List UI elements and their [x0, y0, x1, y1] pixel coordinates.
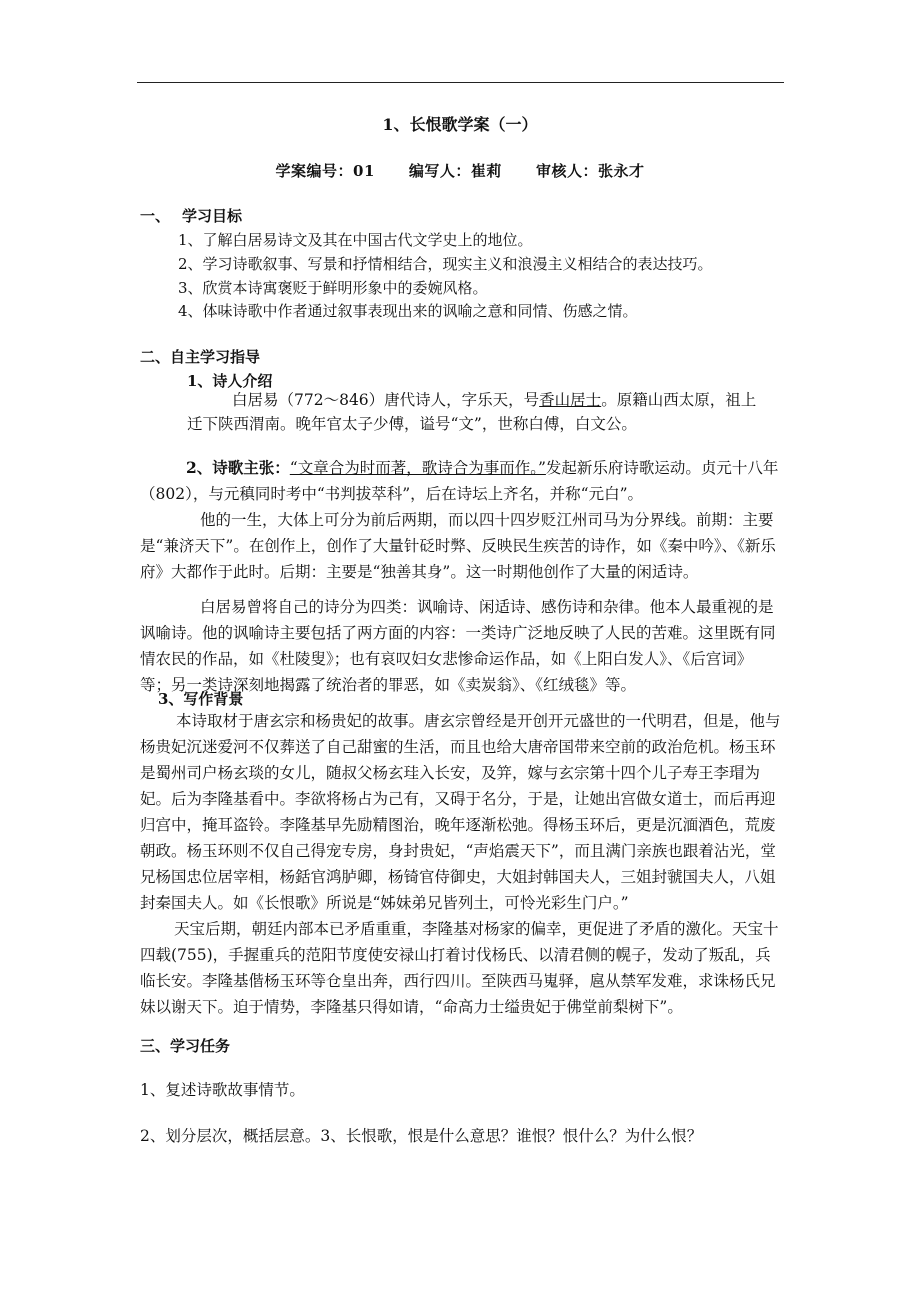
- background-paragraph-2: 天宝后期，朝廷内部本已矛盾重重，李隆基对杨家的偏幸，更促进了矛盾的激化。天宝十四载(755)，手握重兵的范阳节度使安禄山打着讨伐杨氏、以清君侧的幌子，发动了叛乱，兵临长安。李隆基偕杨玉环等仓皇出奔，西行四川。至陕西马嵬驿，扈从禁军发难，求诛杨氏兄妹以谢天下。迫于情势，李隆基只得如请，“命高力士缢贵妃于佛堂前梨树下”。: [140, 920, 779, 1016]
- reviewer-label: 审核人：: [535, 162, 598, 180]
- objective-item: 3、欣赏本诗寓褒贬于鲜明形象中的委婉风格。: [178, 279, 488, 297]
- doc-meta: [0, 160, 920, 181]
- background-paragraph-1: 本诗取材于唐玄宗和杨贵妃的故事。唐玄宗曾经是开创开元盛世的一代明君，但是，他与杨贵妃沉迷爱河不仅葬送了自己甜蜜的生活，而且也给大唐帝国带来空前的政治危机。杨玉环是蜀州司户杨玄琰的女儿，随叔父杨玄珪入长安，及笄，嫁与玄宗第十四个儿子寿王李瑁为妃。后为李隆基看中。李欲将杨占为己有，又碍于名分，于是，让她出宫做女道士，而后再迎归宫中，掩耳盗铃。李隆基早先励精图治，晚年逐渐松弛。得杨玉环后，更是沉湎酒色，荒废朝政。杨玉环则不仅自己得宠专房，身封贵妃，“声焰震天下”，而且满门亲族也跟着沾光，堂兄杨国忠位居宰相，杨銛官鸿胪卿，杨锜官侍御史，大姐封韩国夫人，三姐封虢国夫人，八姐封秦国夫人。如《长恨歌》所说是“姊妹弟兄皆列土，可怜光彩生门户。”: [140, 712, 781, 912]
- poet-intro-a: 白居易（772～846）唐代诗人，字乐天，号: [232, 391, 540, 409]
- number-label: 学案编号：: [275, 162, 354, 180]
- task-1: 1、复述诗歌故事情节。: [140, 1081, 305, 1099]
- section2-heading: 二、自主学习指导: [140, 348, 261, 366]
- claim-label: 2、诗歌主张：: [186, 458, 290, 477]
- objective-item: 4、体味诗歌中作者通过叙事表现出来的讽喻之意和同情、伤感之情。: [178, 302, 638, 320]
- background-block: [140, 708, 783, 1020]
- background-heading: 3、写作背景: [158, 690, 244, 708]
- poet-heading: 1、诗人介绍: [187, 372, 273, 390]
- task-2: 2、划分层次，概括层意。3、长恨歌，恨是什么意思？谁恨？恨什么？为什么恨？: [140, 1127, 703, 1145]
- page-title: 1、长恨歌学案（一）: [382, 115, 538, 134]
- claim-paragraph: [140, 455, 783, 507]
- objective-item: 1、了解白居易诗文及其在中国古代文学史上的地位。: [178, 231, 533, 249]
- section3-heading: 三、学习任务: [140, 1037, 231, 1055]
- claim-quote: “文章合为时而著，歌诗合为事而作。”: [289, 459, 546, 477]
- claim-block: [140, 455, 783, 698]
- number-value: 01: [353, 162, 375, 180]
- reviewer-value: 张永才: [597, 162, 645, 180]
- author-value: 崔莉: [470, 162, 502, 180]
- author-label: 编写人：: [408, 162, 471, 180]
- poet-line-2: 迁下陕西渭南。晚年官太子少傅，谥号“文”，世称白傅，白文公。: [187, 415, 637, 433]
- claim-rest: 发起新乐府诗歌运动。贞元十八年（802），与元稹同时考中“书判拔萃科”，后在诗坛上齐名，并称“元白”。: [140, 459, 779, 503]
- career-paragraph: 他的一生，大体上可分为前后两期，而以四十四岁贬江州司马为分界线。前期：主要是“兼济天下”。在创作上，创作了大量针砭时弊、反映民生疾苦的诗作，如《秦中吟》、《新乐府》大都作于此时。后期：主要是“独善其身”。这一时期他创作了大量的闲适诗。: [140, 511, 776, 581]
- section1-heading: 学习目标: [182, 207, 243, 225]
- header-rule: [137, 82, 784, 83]
- section1-heading-number: 一、: [140, 207, 171, 225]
- poet-line-1: [232, 388, 756, 410]
- categories-paragraph: 白居易曾将自己的诗分为四类：讽喻诗、闲适诗、感伤诗和杂律。他本人最重视的是讽喻诗。他的讽喻诗主要包括了两方面的内容：一类诗广泛地反映了人民的苦难。这里既有同情农民的作品，如《杜陵叟》；也有哀叹妇女悲惨命运作品，如《上阳白发人》、《后宫词》等；另一类诗深刻地揭露了统治者的罪恶，如《卖炭翁》、《红绒毯》等。: [140, 598, 776, 694]
- poet-intro-b: 。原籍山西太原，祖上: [601, 391, 757, 409]
- objective-item: 2、学习诗歌叙事、写景和抒情相结合，现实主义和浪漫主义相结合的表达技巧。: [178, 255, 713, 273]
- poet-alias: 香山居士: [539, 391, 602, 409]
